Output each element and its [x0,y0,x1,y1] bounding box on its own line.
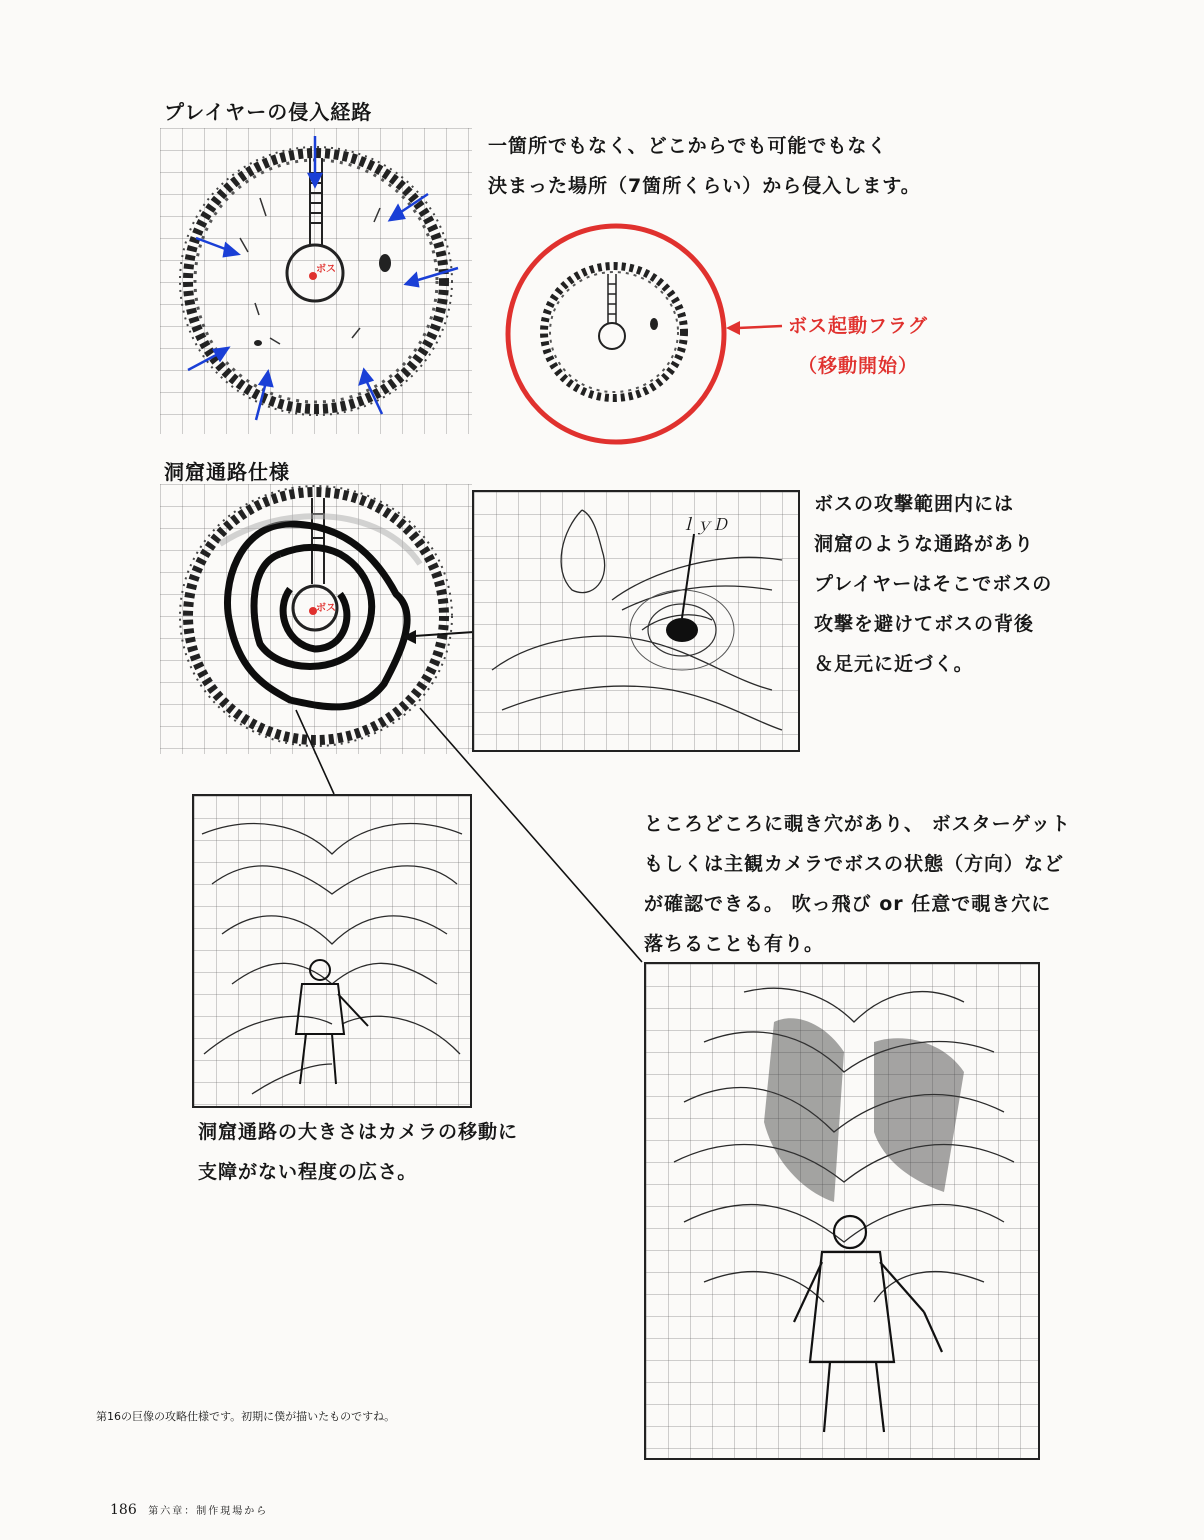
chapter-label: 第六章：制作現場から [148,1506,269,1517]
invasion-map-boss-label: ボス [316,264,336,275]
passage-note-line: ボスの攻撃範囲内には [814,493,1015,515]
section1-title: プレイヤーの侵入経路 [164,100,373,124]
peephole-note-line: 落ちることも有り。 [644,933,825,955]
passage-note-line: ＆足元に近づく。 [814,653,974,675]
page-footer [110,1502,268,1518]
passage-size-note [198,1112,518,1192]
fall-sketch [644,962,1040,1460]
boss-flag-line: ボス起動フラグ [788,315,929,337]
page-number: 186 [110,1502,137,1518]
passage-note-line: 洞窟のような通路があり [814,533,1035,555]
passage-note-line: プレイヤーはそこでボスの [814,573,1053,595]
peephole-note-line: が確認できる。 吹っ飛び or 任意で覗き穴に [644,893,1052,915]
peephole-note [644,804,1071,964]
peephole-note-line: ところどころに覗き穴があり、 ボスターゲット [644,813,1071,835]
passage-size-line: 支障がない程度の広さ。 [198,1161,418,1183]
passage-map-boss-label: ボス [316,603,336,614]
cave-tunnel-sketch [192,794,472,1108]
passage-note-line: 攻撃を避けてボスの背後 [814,613,1035,635]
invasion-note-line: 決まった場所（7箇所くらい）から侵入します。 [488,175,921,197]
peephole-sketch-annotation: ｌｙＤ [680,515,729,534]
peephole-note-line: もしくは主観カメラでボスの状態（方向）など [644,853,1065,875]
section2-title: 洞窟通路仕様 [164,460,290,484]
passage-size-line: 洞窟通路の大きさはカメラの移動に [198,1121,519,1143]
invasion-note-line: 一箇所でもなく、どこからでも可能でもなく [488,135,888,157]
page-caption: 第16の巨像の攻略仕様です。初期に僕が描いたものですね。 [96,1410,396,1423]
boss-flag-line: （移動開始） [798,355,919,377]
